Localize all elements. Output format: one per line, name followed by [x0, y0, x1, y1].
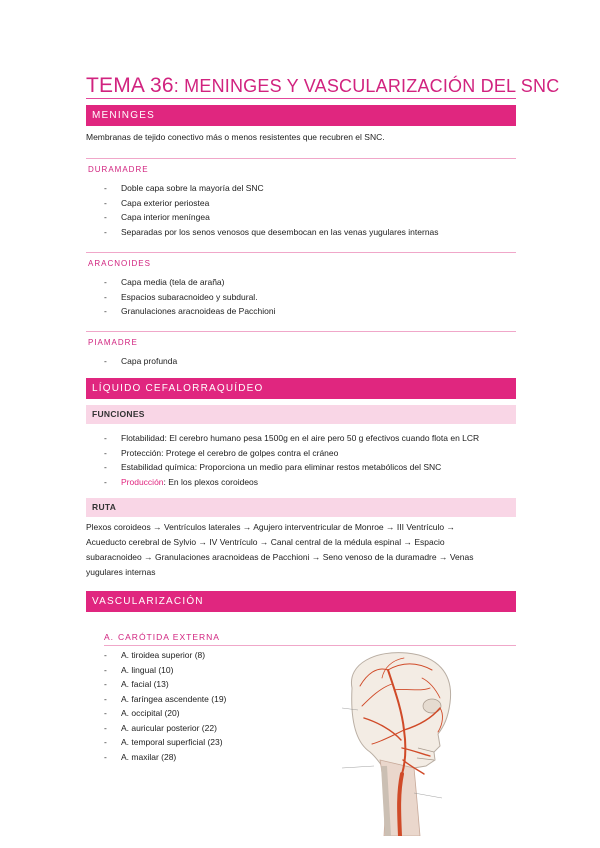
- subheading-carotida-externa: A. CARÓTIDA EXTERNA: [104, 632, 220, 642]
- list-item: - A. facial (13): [104, 679, 169, 689]
- list-item: - Espacios subaracnoideo y subdural.: [104, 291, 258, 302]
- list-item: - Granulaciones aracnoideas de Pacchioni: [104, 306, 276, 316]
- list-duramadre: [104, 181, 439, 239]
- list-item: - A. auricular posterior (22): [104, 722, 217, 733]
- list-carotida-externa: [104, 648, 226, 764]
- list-item: - Separadas por los senos venosos que desembocan en las venas yugulares internas: [104, 226, 439, 237]
- list-item: - A. faríngea ascendente (19): [104, 693, 227, 704]
- list-item: - A. maxilar (28): [104, 751, 177, 762]
- section-bar-lcr: LÍQUIDO CEFALORRAQUÍDEO: [86, 378, 516, 399]
- list-funciones: [104, 431, 479, 489]
- page-title-prefix: TEMA 36: [86, 74, 174, 97]
- list-item: - Capa media (tela de araña): [104, 277, 225, 287]
- page-title-rest: : MENINGES Y VASCULARIZACIÓN DEL SNC: [173, 76, 560, 96]
- subbar-ruta: RUTA: [86, 498, 516, 517]
- subheading-aracnoides: ARACNOIDES: [88, 259, 151, 268]
- list-item: - Protección: Protege el cerebro de golpes contra el cráneo: [104, 447, 339, 458]
- list-item: - A. tiroidea superior (8): [104, 650, 206, 660]
- list-item: - Estabilidad química: Proporciona un medio para eliminar restos metabólicos del SNC: [104, 462, 442, 472]
- ruta-paragraph: [86, 520, 511, 580]
- section-bar-vascularizacion: VASCULARIZACIÓN: [86, 591, 516, 612]
- list-aracnoides: [104, 275, 276, 319]
- ruta-line: subaracnoideo → Granulaciones aracnoideas de Pacchioni → Seno venoso de la duramadre → Venas: [86, 552, 474, 562]
- subbar-funciones: FUNCIONES: [86, 405, 516, 424]
- list-item: - Capa exterior periostea: [104, 197, 210, 208]
- page-title: [86, 74, 559, 98]
- list-item: - Capa interior meníngea: [104, 212, 210, 222]
- ruta-line: Plexos coroideos → Ventrículos laterales → Agujero interventricular de Monroe → III Ventrículo →: [86, 522, 455, 532]
- list-item: - Capa profunda: [104, 356, 178, 366]
- list-item: - A. temporal superficial (23): [104, 737, 223, 747]
- list-item: - Doble capa sobre la mayoría del SNC: [104, 183, 264, 193]
- section-bar-meninges: MENINGES: [86, 105, 516, 126]
- list-item: - Producción: En los plexos coroideos: [104, 476, 259, 487]
- list-piamadre: [104, 354, 177, 369]
- subheading-piamadre: PIAMADRE: [88, 338, 138, 347]
- title-divider: [86, 98, 516, 99]
- produccion-label: Producción: [121, 476, 164, 487]
- ruta-line: yugulares internas: [86, 567, 156, 577]
- list-item: - Flotabilidad: El cerebro humano pesa 1500g en el aire pero 50 g efectivos cuando flota en LCR: [104, 433, 480, 443]
- divider-carotida: [104, 645, 516, 646]
- list-item: - A. lingual (10): [104, 664, 174, 675]
- subheading-duramadre: DURAMADRE: [88, 165, 149, 174]
- head-arteries-illustration: [322, 648, 472, 836]
- ruta-line: Acueducto cerebral de Sylvio → IV Ventrículo → Canal central de la médula espinal → Espacio: [86, 537, 445, 547]
- meninges-intro: Membranas de tejido conectivo más o menos resistentes que recubren el SNC.: [86, 132, 385, 142]
- list-item: - A. occipital (20): [104, 708, 180, 718]
